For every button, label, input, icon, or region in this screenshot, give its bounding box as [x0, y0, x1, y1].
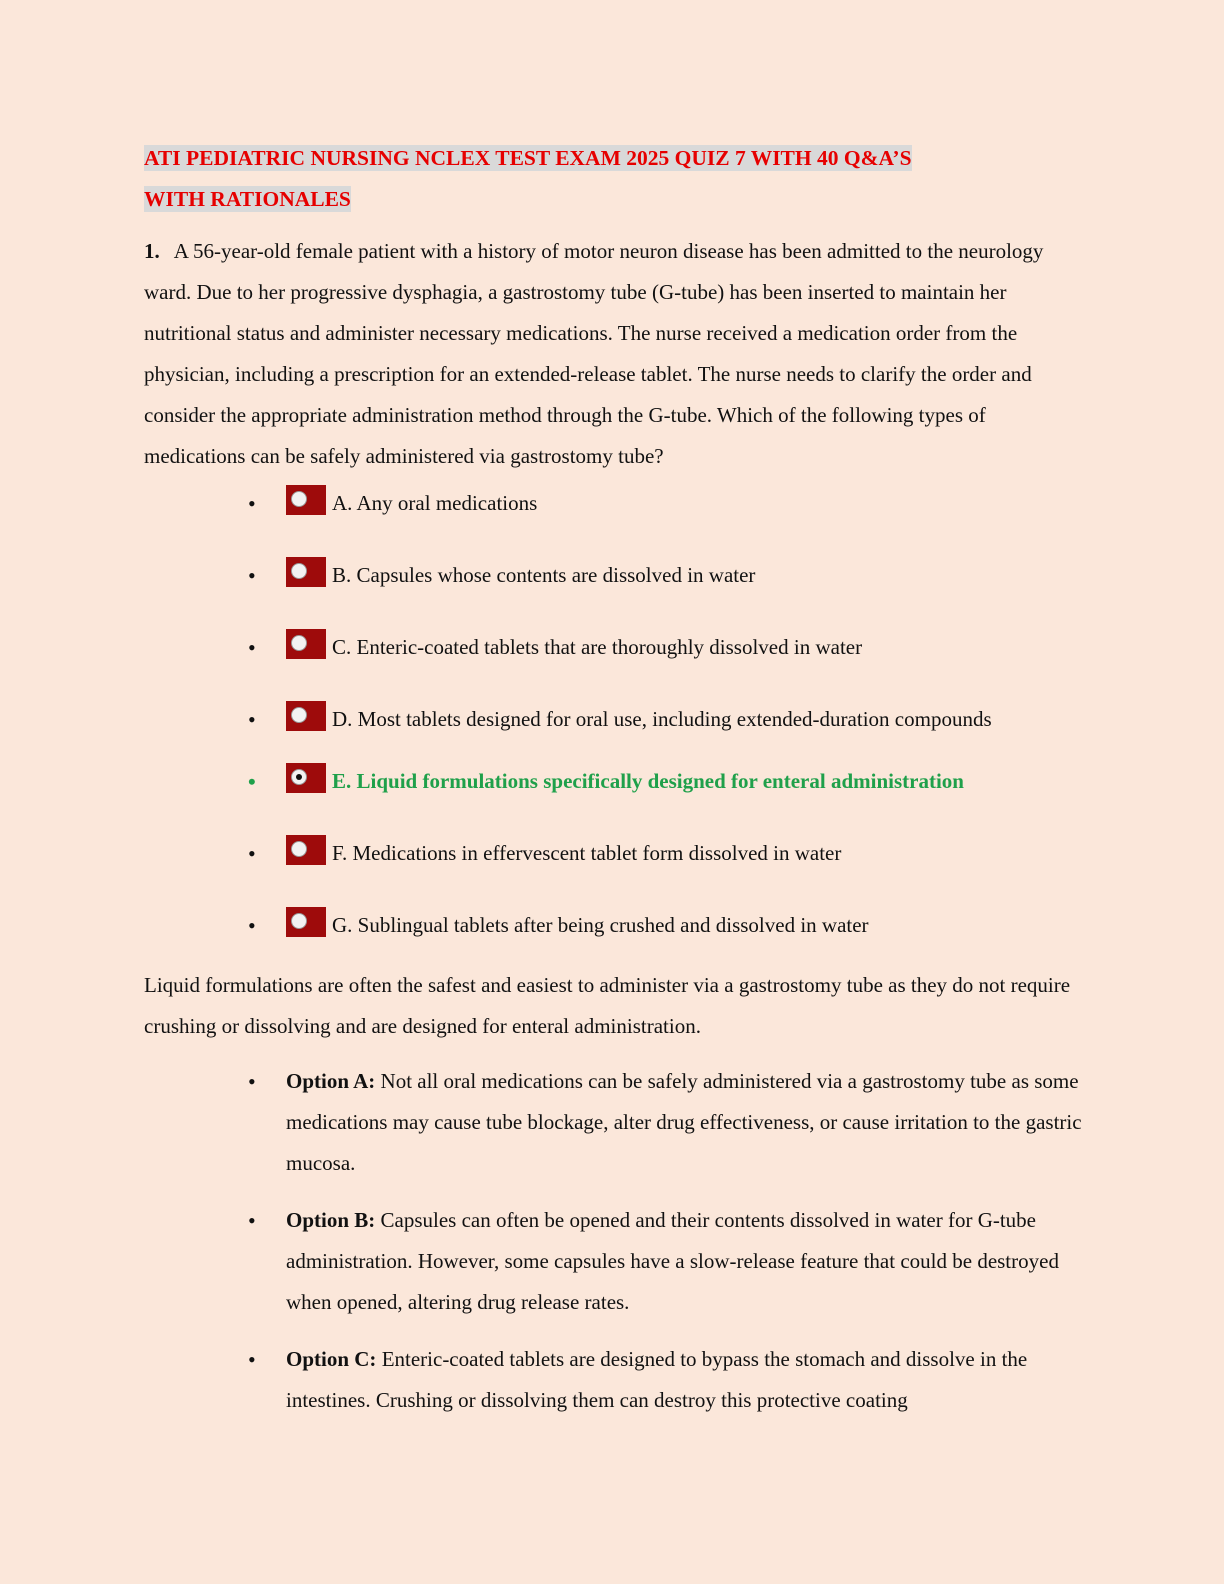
- option-label: F. Medications in effervescent tablet form dissolved in water: [332, 841, 842, 865]
- option-c[interactable]: [144, 629, 1084, 677]
- radio-button-selected-icon[interactable]: [286, 763, 326, 793]
- question-stem: [144, 231, 1084, 477]
- document-page: [144, 138, 1084, 1437]
- rationale-option-c: [144, 1339, 1084, 1421]
- rationale-text: Not all oral medications can be safely administered via a gastrostomy tube as some medications may cause tube blockage, alter drug effectiveness, or cause irritation to the gastric mucosa.: [286, 1069, 1082, 1175]
- option-b[interactable]: [144, 557, 1084, 605]
- bullet-icon: •: [248, 707, 256, 732]
- bullet-icon: •: [248, 563, 256, 588]
- bullet-icon: •: [248, 1208, 256, 1233]
- question-text: A 56-year-old female patient with a history of motor neuron disease has been admitted to the neurology ward. Due to her progressive dysphagia, a gastrostomy tube (G-tube) has been inserted to maintain her nutritional status and administer necessary medications. The nurse received a medication order from the physician, including a prescription for an extended-release tablet. The nurse needs to clarify the order and consider the appropriate administration method through the G-tube. Which of the following types of medications can be safely administered via gastrostomy tube?: [144, 239, 1044, 468]
- radio-button-icon[interactable]: [286, 835, 326, 865]
- rationale-text: Capsules can often be opened and their contents dissolved in water for G-tube administration. However, some capsules have a slow-release feature that could be destroyed when opened, altering drug release rates.: [286, 1208, 1059, 1314]
- option-label: G. Sublingual tablets after being crushed and dissolved in water: [332, 913, 869, 937]
- rationale-option-b: [144, 1200, 1084, 1323]
- bullet-icon: •: [248, 635, 256, 660]
- option-label: B. Capsules whose contents are dissolved in water: [332, 563, 756, 587]
- bullet-icon: •: [248, 491, 256, 516]
- bullet-icon: •: [248, 1347, 256, 1372]
- bullet-icon: •: [248, 913, 256, 938]
- option-label: A. Any oral medications: [332, 491, 538, 515]
- option-a[interactable]: [144, 485, 1084, 533]
- rationale-list: [144, 1061, 1084, 1421]
- title-line-2: WITH RATIONALES: [144, 187, 351, 211]
- answer-explanation: Liquid formulations are often the safest and easiest to administer via a gastrostomy tube as they do not require crushing or dissolving and are designed for enteral administration.: [144, 973, 1071, 1038]
- radio-button-icon[interactable]: [286, 557, 326, 587]
- question-number: 1.: [144, 239, 160, 263]
- radio-button-icon[interactable]: [286, 629, 326, 659]
- radio-button-icon[interactable]: [286, 907, 326, 937]
- option-label: C. Enteric-coated tablets that are thoroughly dissolved in water: [332, 635, 863, 659]
- rationale-text: Enteric-coated tablets are designed to bypass the stomach and dissolve in the intestines. Crushing or dissolving them can destroy this protective coating: [286, 1347, 1028, 1412]
- option-g[interactable]: [144, 907, 1084, 955]
- bullet-icon: •: [248, 841, 256, 866]
- bullet-icon: •: [248, 769, 256, 794]
- radio-button-icon[interactable]: [286, 485, 326, 515]
- option-f[interactable]: [144, 835, 1084, 883]
- rationale-option-a: [144, 1061, 1084, 1184]
- rationale-label: Option B:: [286, 1208, 376, 1232]
- rationale-label: Option A:: [286, 1069, 376, 1093]
- rationale-label: Option C:: [286, 1347, 377, 1371]
- option-label: D. Most tablets designed for oral use, including extended-duration compounds: [332, 707, 992, 731]
- title-line-1: ATI PEDIATRIC NURSING NCLEX TEST EXAM 2025 QUIZ 7 WITH 40 Q&A’S: [144, 146, 912, 170]
- option-e-correct[interactable]: [144, 763, 1084, 811]
- option-d[interactable]: [144, 701, 1084, 749]
- answer-options: [144, 485, 1084, 955]
- option-label: E. Liquid formulations specifically designed for enteral administration: [332, 769, 964, 793]
- radio-button-icon[interactable]: [286, 701, 326, 731]
- document-title: [144, 138, 1084, 220]
- bullet-icon: •: [248, 1069, 256, 1094]
